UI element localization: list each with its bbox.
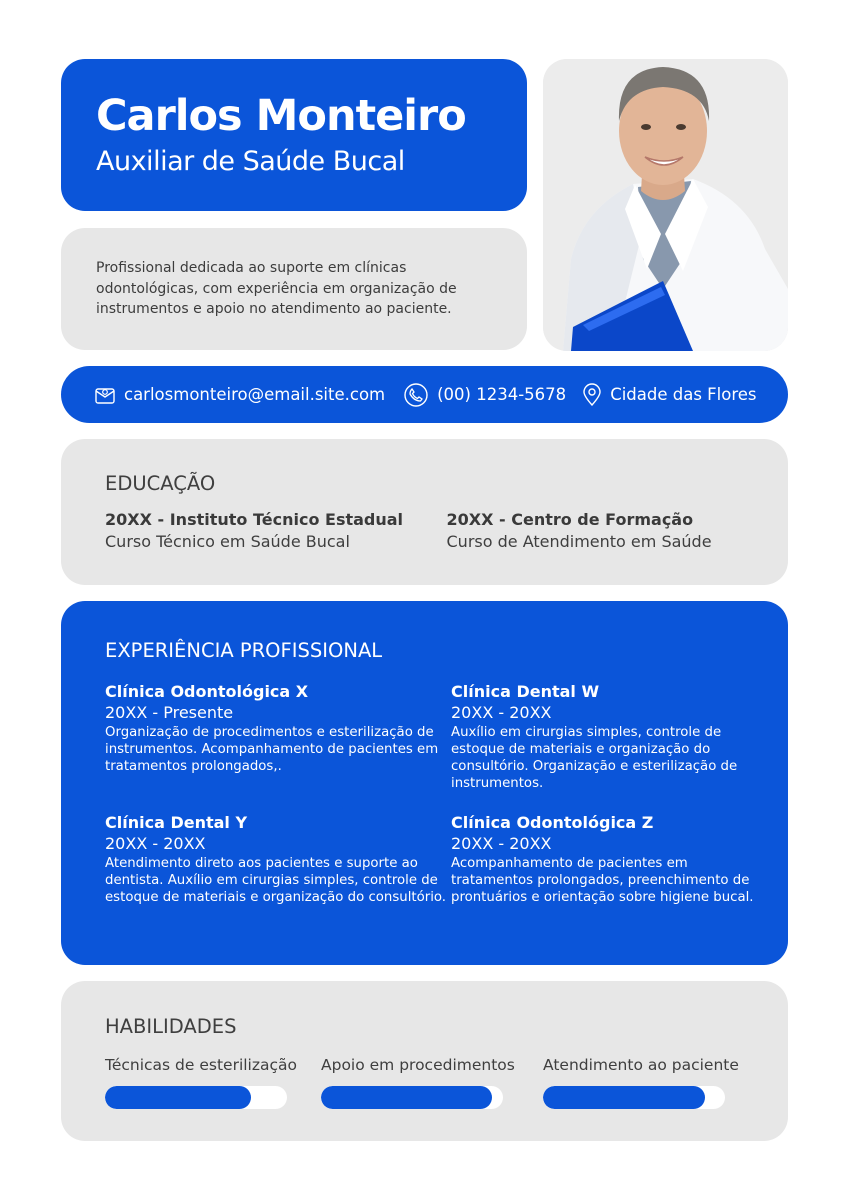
skill-bar-fill (105, 1086, 251, 1109)
education-list (105, 509, 788, 553)
contact-phone-text: (00) 1234-5678 (437, 385, 567, 404)
job-dates: 20XX - 20XX (105, 834, 206, 853)
skill-bar (543, 1086, 725, 1109)
education-course: Curso de Atendimento em Saúde (446, 532, 712, 551)
contact-email-text: carlosmonteiro@email.site.com (124, 385, 386, 404)
education-section (61, 439, 788, 585)
job-description: Acompanhamento de pacientes em tratamentos prolongados, preenchimento de prontuários e orientação sobre higiene bucal. (451, 856, 754, 905)
portrait-illustration (543, 59, 788, 351)
skills-title: HABILIDADES (105, 1015, 237, 1038)
education-heading: 20XX - Instituto Técnico Estadual (105, 510, 404, 529)
job-item (451, 681, 771, 792)
header-card (61, 59, 527, 211)
education-title: EDUCAÇÃO (105, 472, 216, 495)
job-company: Clínica Dental Y (105, 813, 248, 832)
job-description: Auxílio em cirurgias simples, controle de estoque de materiais e organização do consultório. Organização e esterilização de instrumentos. (451, 725, 738, 791)
contact-bar (61, 366, 788, 423)
job-dates: 20XX - Presente (105, 703, 234, 722)
contact-location-text: Cidade das Flores (610, 385, 757, 404)
job-item (105, 681, 451, 792)
education-course: Curso Técnico em Saúde Bucal (105, 532, 350, 551)
profile-photo (543, 59, 788, 351)
skill-item (543, 1055, 739, 1109)
job-company: Clínica Dental W (451, 682, 600, 701)
experience-section (61, 601, 788, 965)
skill-item (321, 1055, 515, 1109)
experience-list (105, 681, 788, 906)
job-company: Clínica Odontológica X (105, 682, 309, 701)
location-pin-icon (582, 383, 602, 407)
skill-item (105, 1055, 298, 1109)
candidate-role: Auxiliar de Saúde Bucal (96, 146, 405, 177)
job-description: Organização de procedimentos e esterilização de instrumentos. Acompanhamento de pacientes em tratamentos prolongados,. (105, 725, 439, 774)
candidate-name: Carlos Monteiro (96, 91, 466, 141)
job-description: Atendimento direto aos pacientes e suporte ao dentista. Auxílio em cirurgias simples, controle de estoque de materiais e organização do consultório. (105, 856, 447, 905)
skill-bar-fill (543, 1086, 705, 1109)
phone-icon (403, 382, 429, 408)
education-heading: 20XX - Centro de Formação (446, 510, 694, 529)
mail-icon (94, 384, 116, 406)
contact-location (582, 383, 756, 407)
education-item (447, 509, 789, 553)
job-company: Clínica Odontológica Z (451, 813, 654, 832)
skills-section (61, 981, 788, 1141)
skills-list (105, 1055, 788, 1109)
skill-bar (321, 1086, 503, 1109)
job-item (451, 812, 771, 906)
summary-card (61, 228, 527, 350)
skill-label: Atendimento ao paciente (543, 1056, 739, 1074)
job-item (105, 812, 451, 906)
skill-bar (105, 1086, 287, 1109)
experience-title: EXPERIÊNCIA PROFISSIONAL (105, 639, 383, 662)
job-dates: 20XX - 20XX (451, 834, 552, 853)
skill-label: Técnicas de esterilização (105, 1056, 298, 1074)
education-item (105, 509, 447, 553)
skill-label: Apoio em procedimentos (321, 1056, 515, 1074)
job-dates: 20XX - 20XX (451, 703, 552, 722)
contact-email[interactable] (94, 384, 385, 406)
contact-phone[interactable] (403, 382, 566, 408)
summary-text: Profissional dedicada ao suporte em clínicas odontológicas, com experiência em organização de instrumentos e apoio no atendimento ao paciente. (96, 260, 457, 317)
skill-bar-fill (321, 1086, 492, 1109)
